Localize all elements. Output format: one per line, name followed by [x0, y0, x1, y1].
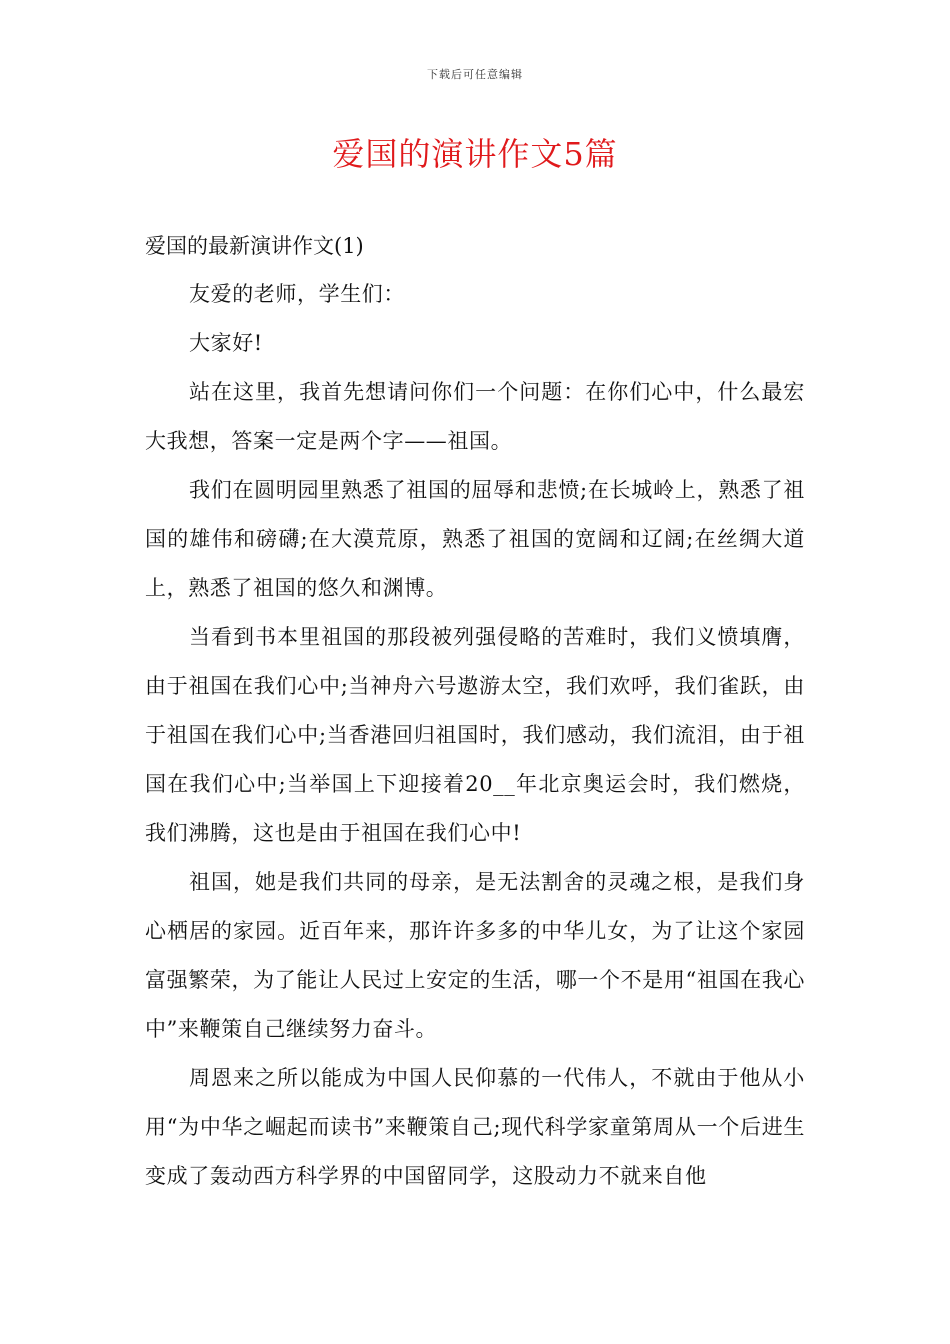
paragraph-moments: 当看到书本里祖国的那段被列强侵略的苦难时，我们义愤填膺，由于祖国在我们心中;当神舟六号遨游太空，我们欢呼，我们雀跃，由于祖国在我们心中;当香港回归祖国时，我们感动，我们流泪，由于祖国在我们心中;当举国上下迎接着20__年北京奥运会时，我们燃烧，我们沸腾，这也是由于祖国在我们心中!: [145, 625, 805, 845]
paragraph-places: 我们在圆明园里熟悉了祖国的屈辱和悲愤;在长城岭上，熟悉了祖国的雄伟和磅礴;在大漠荒原，熟悉了祖国的宽阔和辽阔;在丝绸大道上，熟悉了祖国的悠久和渊博。: [145, 478, 805, 600]
paragraph-greeting: 大家好!: [189, 331, 263, 355]
paragraph-question: 站在这里，我首先想请问你们一个问题：在你们心中，什么最宏大我想，答案一定是两个字——祖国。: [145, 380, 805, 453]
document-title: 爱国的演讲作文5篇: [332, 135, 618, 173]
document-body: [145, 222, 805, 1201]
paragraph-salutation: 友爱的老师，学生们：: [189, 282, 405, 306]
paragraph-examples: 周恩来之所以能成为中国人民仰慕的一代伟人，不就由于他从小用“为中华之崛起而读书”来鞭策自己;现代科学家童第周从一个后进生变成了轰动西方科学界的中国留同学，这股动力不就来自他: [145, 1066, 805, 1188]
document-subtitle: 爱国的最新演讲作文(1): [145, 234, 364, 258]
paragraph-motherland: 祖国，她是我们共同的母亲，是无法割舍的灵魂之根，是我们身心栖居的家园。近百年来，那许许多多的中华儿女，为了让这个家园富强繁荣，为了能让人民过上安定的生活，哪一个不是用“祖国在我心中”来鞭策自己继续努力奋斗。: [145, 870, 805, 1041]
page-header-note: 下载后可任意编辑: [427, 68, 523, 81]
